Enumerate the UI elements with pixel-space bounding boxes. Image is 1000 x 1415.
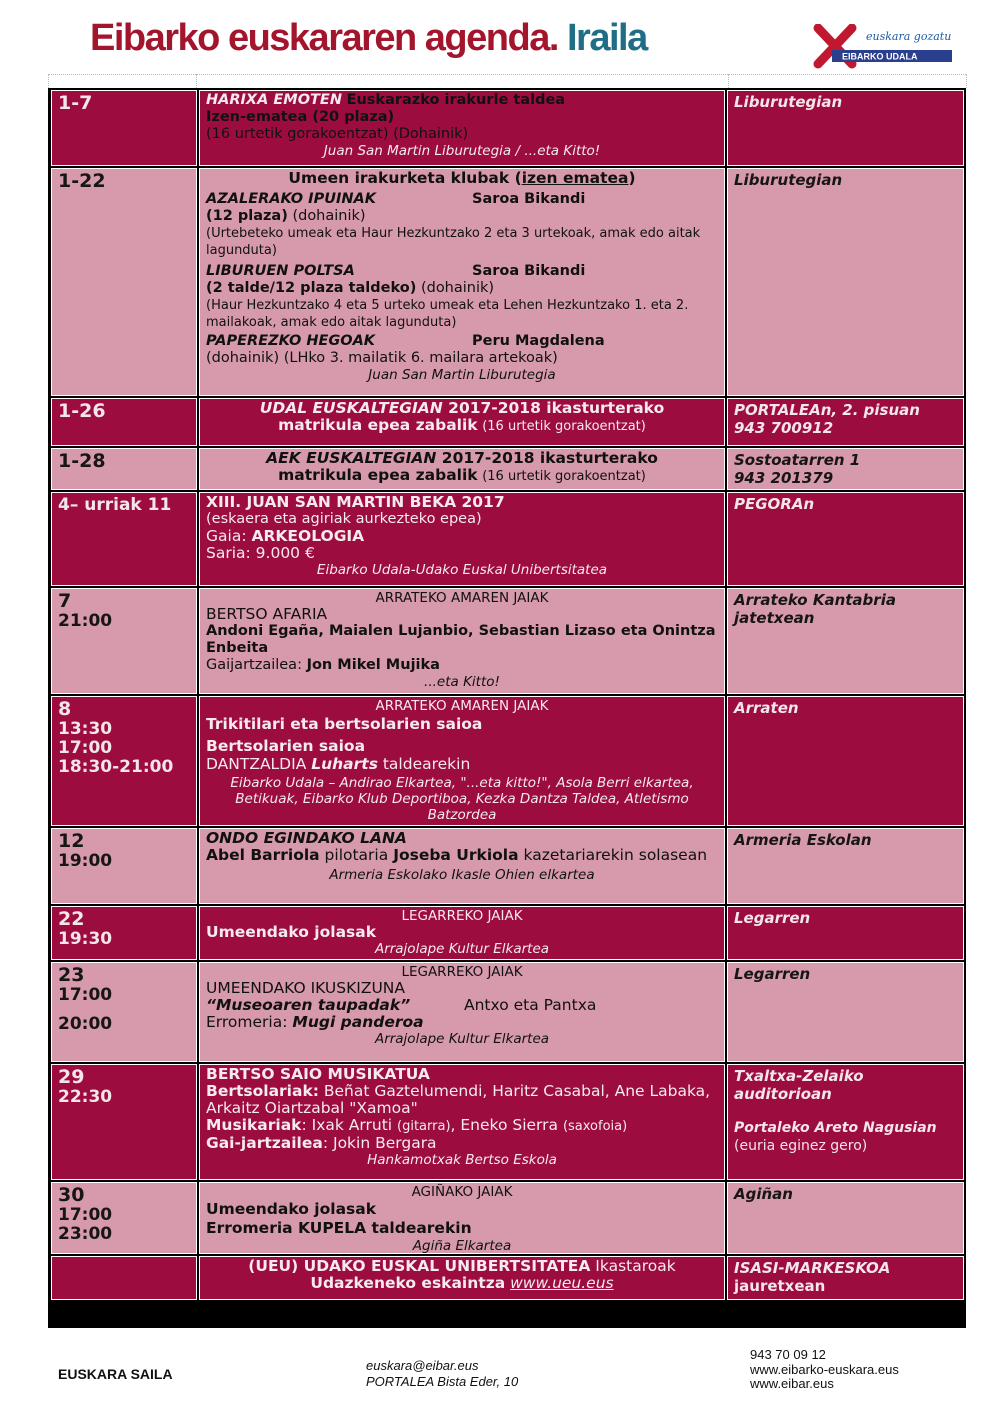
event-cell: AGIÑAKO JAIAK Umeendako jolasak Erromeria KUPELA taldearekin Agiña Elkartea bbox=[199, 1182, 725, 1254]
agenda-row bbox=[51, 828, 964, 904]
place-cell: Liburutegian bbox=[727, 168, 964, 396]
event-cell: Umeen irakurketa klubak (izen ematea) AZALERAKO IPUINAK Saroa Bikandi (12 plaza) (dohainik) (Urtebeteko umeak eta Haur Hezkuntzako 2 eta 3 urtekoak, amak edo aitak lagunduta) LIBURUEN POLTSA Saroa Bikandi (2 talde/12 plaza taldeko) (dohainik) (Haur Hezkuntzako 4 eta 5 urteko umeak eta Lehen Hezkuntzako 1. eta 2. mailakoak, amak edo aitak lagunduta) PAPEREZKO HEGOAK Peru Magdalena (dohainik) (LHko 3. mailatik 6. mailara artekoak) Juan San Martin Liburutegia bbox=[199, 168, 725, 396]
agenda-row bbox=[51, 962, 964, 1062]
date-cell: 4– urriak 11 bbox=[51, 492, 197, 586]
dotted-divider bbox=[966, 74, 967, 88]
web-block bbox=[750, 1348, 899, 1392]
event-cell: ARRATEKO AMAREN JAIAK Trikitilari eta bertsolarien saioa Bertsolarien saioa DANTZALDIA Luharts taldearekin Eibarko Udala – Andirao Elkartea, "...eta kitto!", Asola Berri elkartea, Betikuak, Eibarko Klub Deportiboa, Kezka Dantza Taldea, Atletismo Batzordea bbox=[199, 696, 725, 826]
date-cell: 1-22 bbox=[51, 168, 197, 396]
logo-top-text: euskara gozatu bbox=[866, 30, 952, 43]
address: PORTALEA Bista Eder, 10 bbox=[366, 1374, 519, 1389]
place-cell: PEGORAn bbox=[727, 492, 964, 586]
agenda-row bbox=[51, 90, 964, 166]
place-cell: ISASI-MARKESKOA jauretxean bbox=[727, 1256, 964, 1300]
date-cell: 30 17:00 23:00 bbox=[51, 1182, 197, 1254]
organizer: ...eta Kitto! bbox=[424, 674, 500, 690]
eibarko-udala-logo bbox=[812, 24, 956, 70]
agenda-row bbox=[51, 398, 964, 446]
event-cell: (UEU) UDAKO EUSKAL UNIBERTSITATEA Ikastaroak Udazkeneko eskaintza www.ueu.eus bbox=[199, 1256, 725, 1300]
ueu-link[interactable]: www.ueu.eus bbox=[510, 1274, 614, 1292]
place-cell: Sostoatarren 1 943 201379 bbox=[727, 448, 964, 490]
organizer: Juan San Martin Liburutegia bbox=[368, 367, 556, 383]
event-cell: LEGARREKO JAIAK Umeendako jolasak Arrajolape Kultur Elkartea bbox=[199, 906, 725, 960]
phone-number: 943 70 09 12 bbox=[750, 1347, 826, 1362]
date-cell: 1-7 bbox=[51, 90, 197, 166]
agenda-row bbox=[51, 492, 964, 586]
agenda-row bbox=[51, 1182, 964, 1254]
organizer: Eibarko Udala-Udako Euskal Unibertsitatea bbox=[316, 562, 608, 578]
place-cell: Arrateko Kantabria jatetxean bbox=[727, 588, 964, 694]
event-cell: AEK EUSKALTEGIAN 2017-2018 ikasturterako matrikula epea zabalik (16 urtetik gorakoentzat) bbox=[199, 448, 725, 490]
organizer: Juan San Martin Liburutegia / ...eta Kitto! bbox=[323, 143, 601, 159]
organizer: Arrajolape Kultur Elkartea bbox=[374, 1031, 550, 1047]
place-cell: PORTALEAn, 2. pisuan 943 700912 bbox=[727, 398, 964, 446]
email-link[interactable]: euskara@eibar.eus bbox=[366, 1358, 479, 1373]
title-main: Eibarko euskararen agenda. bbox=[90, 17, 558, 59]
event-cell: BERTSO SAIO MUSIKATUA Bertsolariak: Beñat Gaztelumendi, Haritz Casabal, Ane Labaka, Arkaitz Oiartzabal "Xamoa" Musikariak: Ixak Arruti (gitarra), Eneko Sierra (saxofoia) Gai-jartzailea: Jokin Bergara Hankamotxak Bertso Eskola bbox=[199, 1064, 725, 1180]
date-cell bbox=[51, 1256, 197, 1300]
agenda-row bbox=[51, 1064, 964, 1180]
date-cell: 29 22:30 bbox=[51, 1064, 197, 1180]
agenda-row bbox=[51, 906, 964, 960]
event-cell: ARRATEKO AMAREN JAIAK BERTSO AFARIA Andoni Egaña, Maialen Lujanbio, Sebastian Lizaso eta Onintza Enbeita Gaijartzailea: Jon Mikel Mujika ...eta Kitto! bbox=[199, 588, 725, 694]
place-cell: Armeria Eskolan bbox=[727, 828, 964, 904]
date-cell: 12 19:00 bbox=[51, 828, 197, 904]
agenda-row bbox=[51, 588, 964, 694]
date-cell: 22 19:30 bbox=[51, 906, 197, 960]
agenda-table bbox=[48, 88, 966, 1328]
dotted-divider bbox=[728, 74, 729, 88]
organizer: Hankamotxak Bertso Eskola bbox=[367, 1152, 557, 1168]
website-link[interactable]: www.eibarko-euskara.eus bbox=[750, 1361, 899, 1377]
website-link[interactable]: www.eibar.eus bbox=[750, 1376, 834, 1391]
agenda-row bbox=[51, 448, 964, 490]
event-cell: HARIXA EMOTEN Euskarazko irakurle taldea Izen-ematea (20 plaza) (16 urtetik gorakoentzat) (Dohainik) Juan San Martin Liburutegia / ...eta Kitto! bbox=[199, 90, 725, 166]
event-cell: XIII. JUAN SAN MARTIN BEKA 2017 (eskaera eta agiriak aurkezteko epea) Gaia: ARKEOLOGIA Saria: 9.000 € Eibarko Udala-Udako Euskal Unibertsitatea bbox=[199, 492, 725, 586]
dotted-divider bbox=[48, 74, 49, 88]
dotted-divider bbox=[196, 74, 197, 88]
department-name: EUSKARA SAILA bbox=[58, 1366, 173, 1382]
place-cell: Arraten bbox=[727, 696, 964, 826]
organizer: Armeria Eskolako Ikasle Ohien elkartea bbox=[329, 867, 595, 883]
date-cell: 8 13:30 17:00 18:30-21:00 bbox=[51, 696, 197, 826]
place-cell: Legarren bbox=[727, 906, 964, 960]
event-cell: ONDO EGINDAKO LANA Abel Barriola pilotaria Joseba Urkiola kazetariarekin solasean Armeria Eskolako Ikasle Ohien elkartea bbox=[199, 828, 725, 904]
date-cell: 7 21:00 bbox=[51, 588, 197, 694]
registration-link[interactable]: izen ematea bbox=[521, 169, 629, 187]
organizer: Eibarko Udala – Andirao Elkartea, "...eta kitto!", Asola Berri elkartea, Betikuak, Eibarko Klub Deportiboa, Kezka Dantza Taldea, Atletismo Batzordea bbox=[230, 775, 694, 823]
place-cell: Liburutegian bbox=[727, 90, 964, 166]
contact-block bbox=[366, 1358, 518, 1390]
title-month: Iraila bbox=[566, 17, 647, 59]
place-cell: Agiñan bbox=[727, 1182, 964, 1254]
top-dotted-rule bbox=[48, 74, 966, 75]
agenda-row bbox=[51, 1256, 964, 1300]
place-cell: Txaltxa-Zelaiko auditorioan Portaleko Areto Nagusian (euria eginez gero) bbox=[727, 1064, 964, 1180]
place-cell: Legarren bbox=[727, 962, 964, 1062]
event-cell: UDAL EUSKALTEGIAN 2017-2018 ikasturterako matrikula epea zabalik (16 urtetik gorakoentzat) bbox=[199, 398, 725, 446]
date-cell: 23 17:00 20:00 bbox=[51, 962, 197, 1062]
date-cell: 1-26 bbox=[51, 398, 197, 446]
agenda-row bbox=[51, 696, 964, 826]
organizer: Agiña Elkartea bbox=[412, 1238, 512, 1254]
date-cell: 1-28 bbox=[51, 448, 197, 490]
event-cell: LEGARREKO JAIAK UMEENDAKO IKUSKIZUNA “Museoaren taupadak” Antxo eta Pantxa Erromeria: Mugi panderoa Arrajolape Kultur Elkartea bbox=[199, 962, 725, 1062]
logo-bottom-text: EIBARKO UDALA bbox=[842, 51, 918, 62]
organizer: Arrajolape Kultur Elkartea bbox=[374, 941, 550, 957]
page-title bbox=[90, 16, 647, 60]
agenda-row bbox=[51, 168, 964, 396]
